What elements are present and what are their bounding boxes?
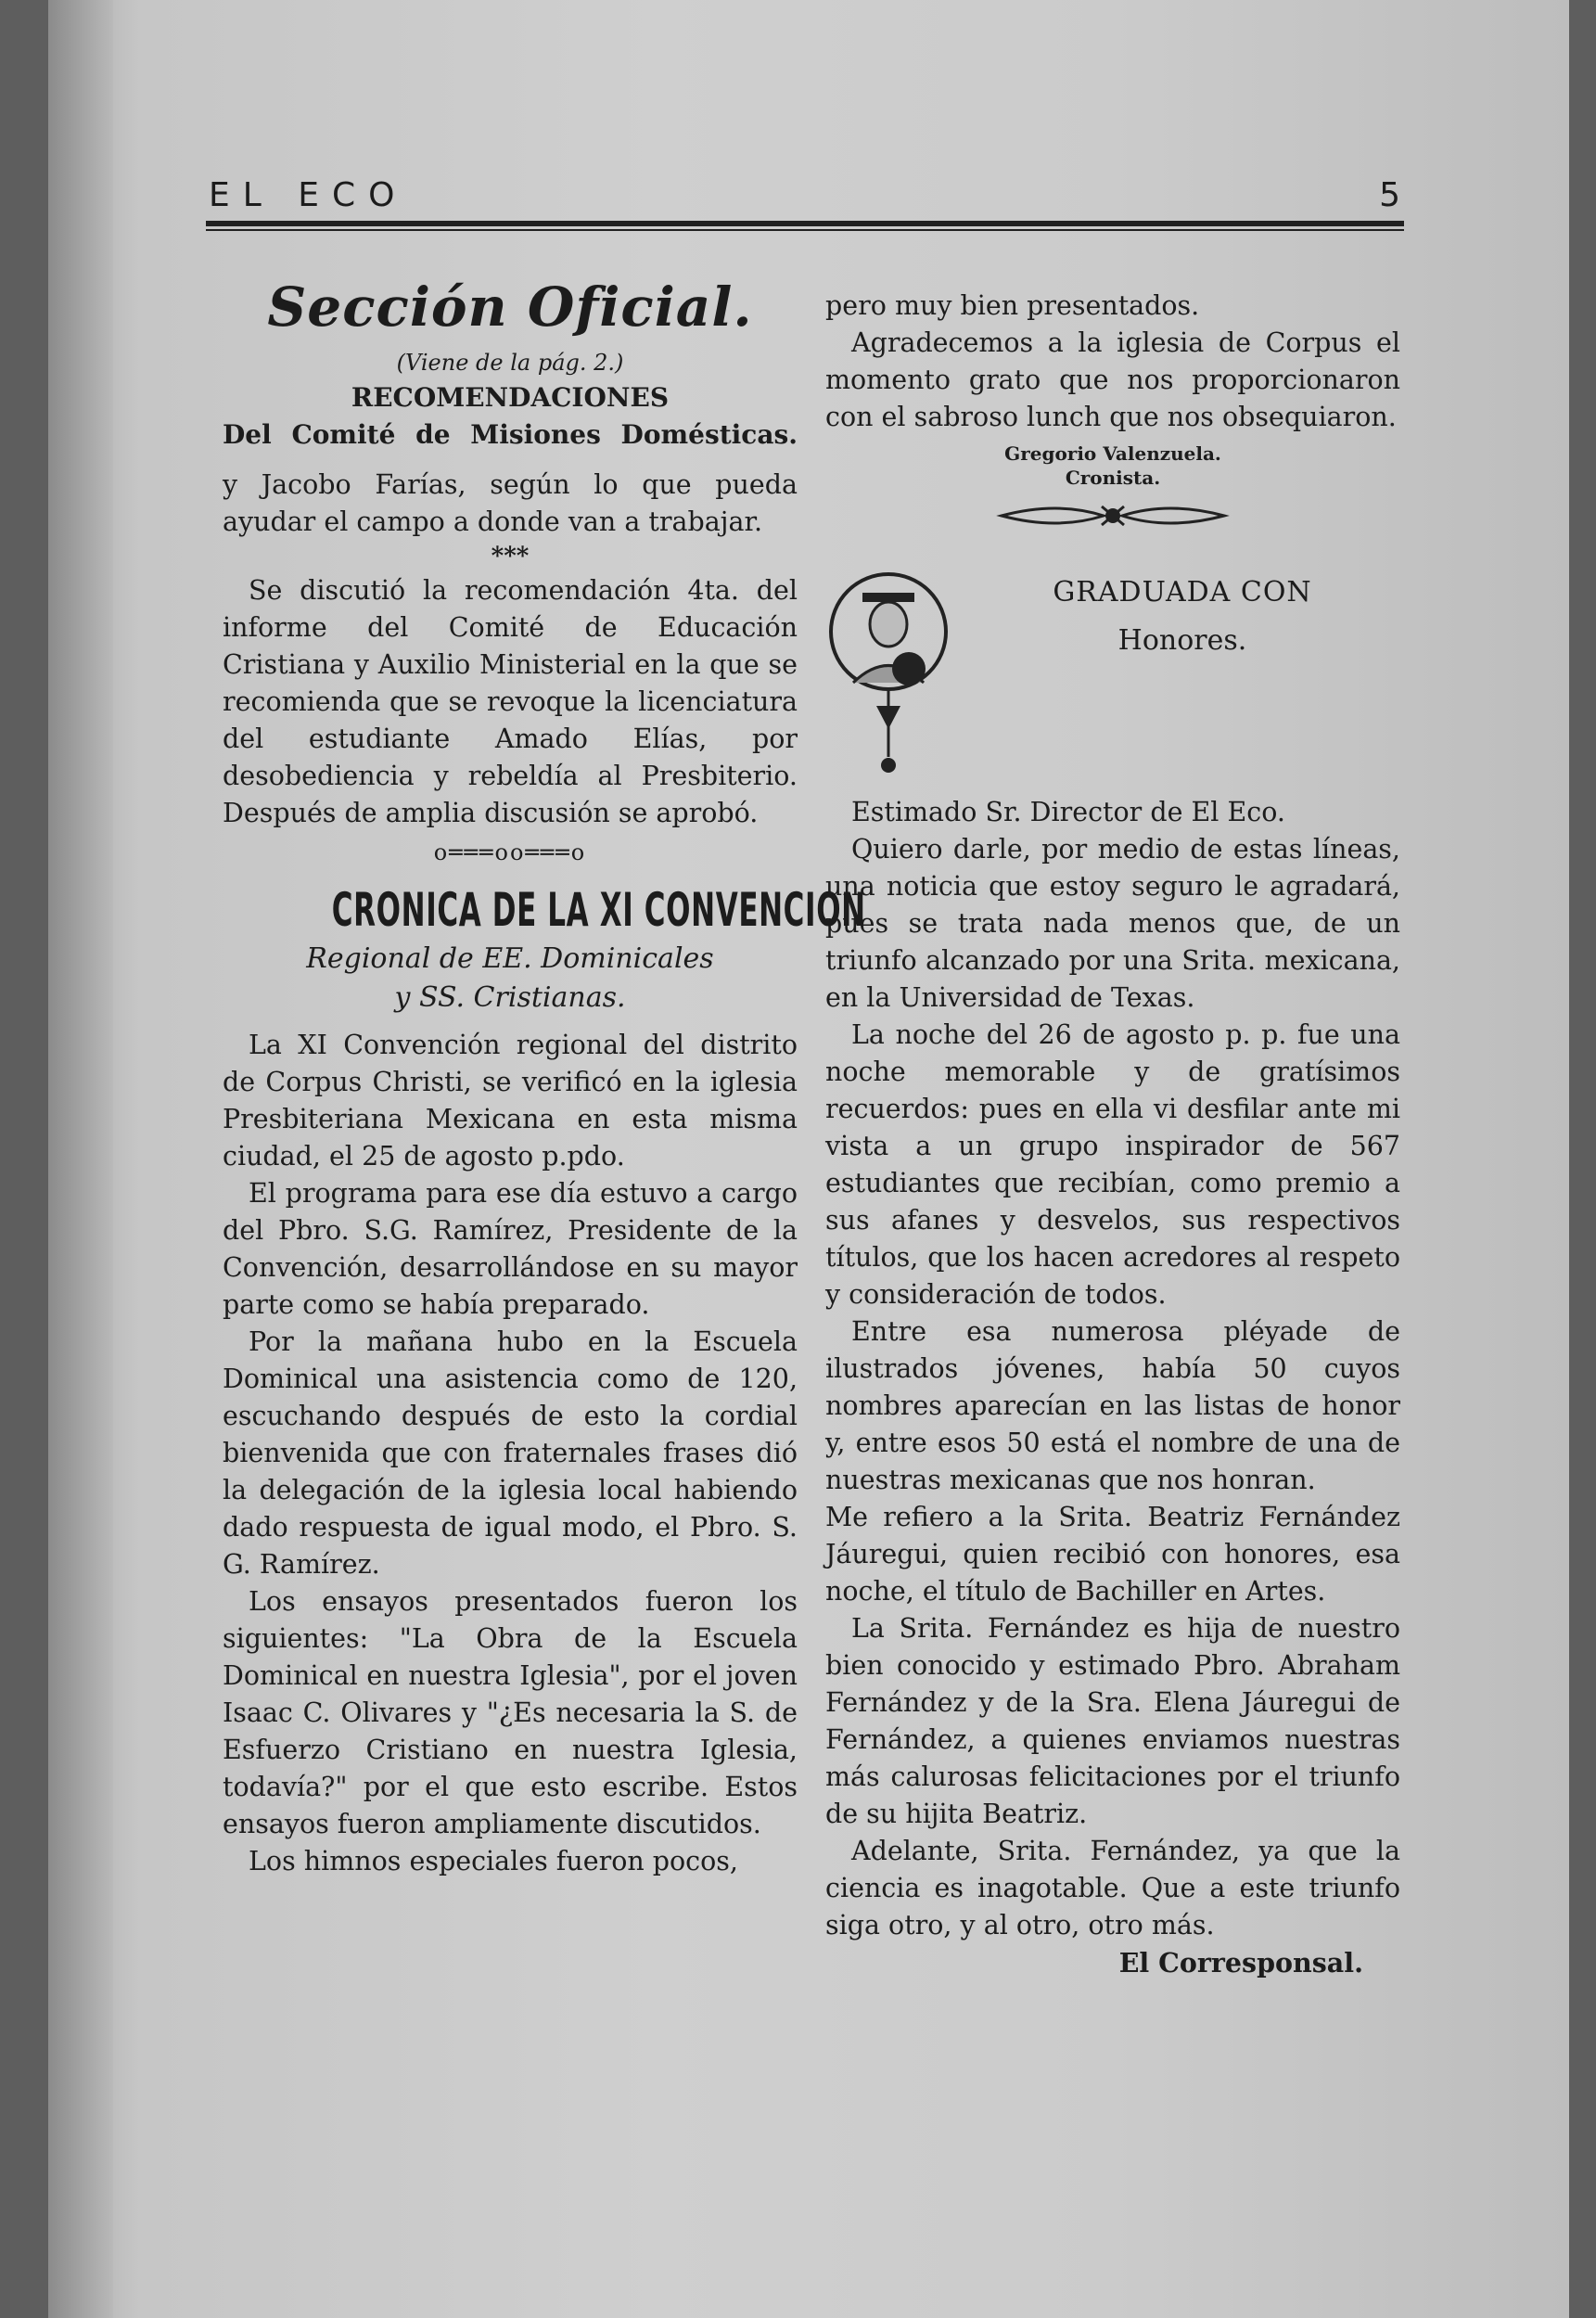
paragraph: Los himnos especiales fueron pocos, [249, 1846, 738, 1876]
signature-role: Cronista. [1065, 467, 1161, 489]
chronicle-subtitle: y SS. Cristianas. [394, 981, 626, 1014]
ornament-divider: o═══oo═══o [433, 839, 587, 865]
paragraph: La noche del 26 de agosto p. p. fue una noche memorable y de gratísimos recuerdos: pues en ella vi desfilar ante mi vista a un grupo inspirador de 567 estudiantes que recibían, como premio a sus afanes y desvelos, sus respectivos títulos, que los hacen acredores al respeto y consideración de todos. [825, 1019, 1400, 1310]
flourish-divider [825, 499, 1400, 543]
paragraph: pero muy bien presentados. [825, 290, 1200, 321]
closing-signature: El Corresponsal. [1118, 1947, 1363, 1979]
paragraph: Entre esa numerosa pléyade de ilustrados jóvenes, había 50 cuyos nombres aparecían en las listas de honor y, entre esos 50 está el nombre de una de nuestras mexicanas que nos honran. [825, 1316, 1400, 1495]
paragraph: El programa para ese día estuvo a cargo del Pbro. S.G. Ramírez, Presidente de la Convención, desarrollándose en su mayor parte como se había preparado. [223, 1178, 798, 1320]
paragraph: Adelante, Srita. Fernández, ya que la ciencia es inagotable. Que a este triunfo siga otro, y al otro, otro más. [825, 1836, 1400, 1940]
paragraph: Agradecemos a la iglesia de Corpus el momento grato que nos proporcionaron con el sabroso lunch que nos obsequiaron. [825, 327, 1400, 432]
chronicle-subtitle: Regional de EE. Dominicales [306, 942, 714, 975]
paragraph: Los ensayos presentados fueron los siguientes: "La Obra de la Escuela Dominical en nuestra Iglesia", por el joven Isaac C. Olivares y "¿Es necesaria la S. de Esfuerzo Cristiano en nuestra Iglesia, todavía?" por el que esto escribe. Estos ensayos fueron ampliamente discutidos. [223, 1586, 798, 1839]
paragraph: Por la mañana hubo en la Escuela Dominical una asistencia como de 120, escuchando después de esto la cordial bienvenida que con fraternales frases dió la delegación de la iglesia local habiendo dado respuesta de igual modo, el Pbro. S. G. Ramírez. [223, 1326, 798, 1580]
graduate-announcement [825, 548, 1400, 794]
right-column [825, 288, 1400, 1981]
paragraph: La XI Convención regional del distrito de Corpus Christi, se verificó en la iglesia Presbiteriana Mexicana en esta misma ciudad, el 25 de agosto p.pdo. [223, 1030, 798, 1172]
paragraph: La Srita. Fernández es hija de nuestro bien conocido y estimado Pbro. Abraham Fernández y de la Sra. Elena Jáuregui de Fernández, a quienes enviamos nuestras más calurosas felicitaciones por el triunfo de su hijita Beatriz. [825, 1613, 1400, 1829]
committee-heading: Del Comité de Misiones Domésticas. [223, 419, 798, 450]
stars-divider: *** [491, 543, 530, 570]
salutation: Estimado Sr. Director de El Eco. [851, 797, 1285, 827]
graduate-heading: GRADUADA CON [1053, 576, 1312, 608]
section-title: Sección Oficial. [267, 275, 753, 339]
paragraph: Quiero darle, por medio de estas líneas, una noticia que estoy seguro le agradará, pues se trata nada menos que, de un triunfo alcanzado por una Srita. mexicana, en la Universidad de Texas. [825, 834, 1400, 1013]
page-number: 5 [1379, 176, 1400, 214]
page-fold-shadow [48, 0, 113, 2318]
flourish-icon [992, 499, 1233, 532]
graduate-portrait-icon [825, 567, 955, 780]
running-head: EL ECO [209, 176, 408, 214]
paragraph: y Jacobo Farías, según lo que pueda ayudar el campo a donde van a trabajar. [223, 469, 798, 537]
continued-note: (Viene de la pág. 2.) [396, 350, 624, 376]
signature-name: Gregorio Valenzuela. [1004, 442, 1221, 465]
chronicle-title: CRONICA DE LA XI CONVENCION [331, 883, 866, 937]
left-column [223, 274, 866, 1880]
paragraph: Se discutió la recomendación 4ta. del informe del Comité de Educación Cristiana y Auxilio Ministerial en la que se recomienda que se revoque la licenciatura del estudiante Amado Elías, por desobediencia y rebeldía al Presbiterio. Después de amplia discusión se aprobó. [223, 575, 798, 828]
paragraph: Me refiero a la Srita. Beatriz Fernández Jáuregui, quien recibió con honores, esa noche, el título de Bachiller en Artes. [825, 1502, 1400, 1607]
graduate-subheading: Honores. [1117, 624, 1247, 657]
header-rule [206, 221, 1404, 231]
recommendations-heading: RECOMENDACIONES [351, 382, 670, 413]
